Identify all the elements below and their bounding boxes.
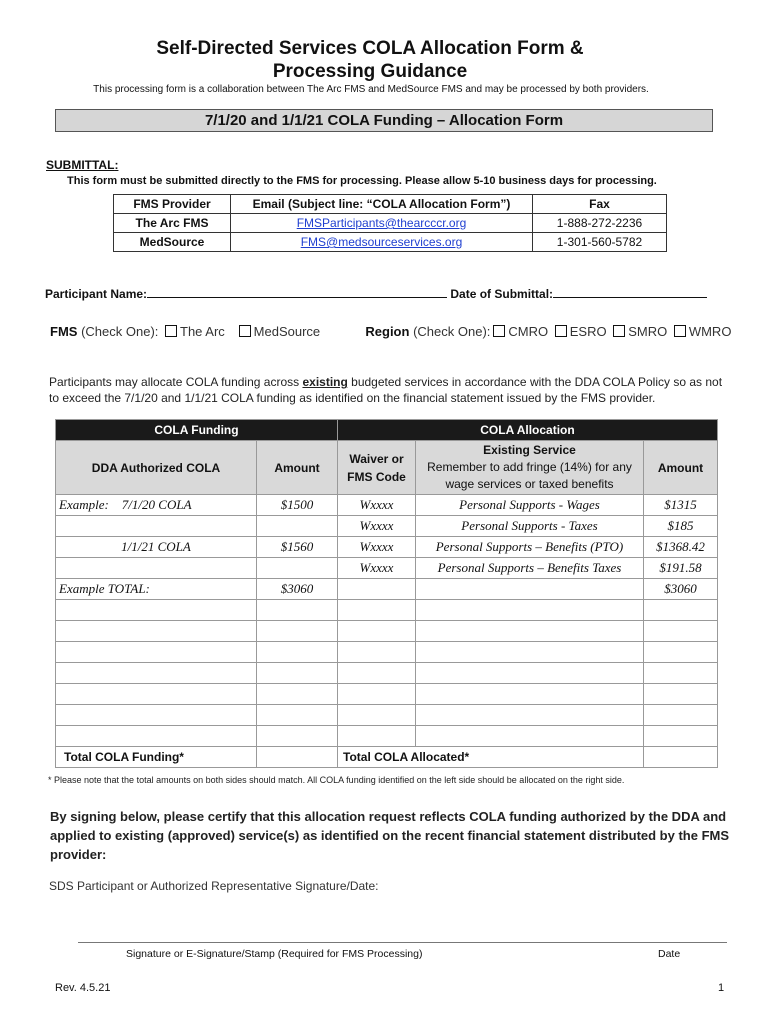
checkbox-wmro[interactable] xyxy=(674,325,686,337)
cola-funding-title: COLA Funding xyxy=(56,420,338,441)
policy-paragraph xyxy=(49,374,729,406)
total-cola-allocated-label: Total COLA Allocated* xyxy=(338,747,644,768)
entry-cell[interactable] xyxy=(416,621,644,642)
table-row xyxy=(56,621,718,642)
header-dda-authorized: DDA Authorized COLA xyxy=(56,441,257,495)
option-esro: ESRO xyxy=(569,324,607,339)
entry-cell[interactable] xyxy=(56,642,257,663)
example-service: Personal Supports – Benefits (PTO) xyxy=(416,537,644,558)
existing-service-title: Existing Service xyxy=(483,443,576,457)
header-amount: Amount xyxy=(257,441,338,495)
table-row xyxy=(56,642,718,663)
cola-allocation-title: COLA Allocation xyxy=(338,420,718,441)
date-label: Date xyxy=(658,948,681,960)
example-code: Wxxxx xyxy=(338,495,416,516)
entry-cell[interactable] xyxy=(338,621,416,642)
policy-text-before: Participants may allocate COLA funding across xyxy=(49,375,303,389)
entry-cell[interactable] xyxy=(644,621,718,642)
entry-cell[interactable] xyxy=(257,663,338,684)
email-link-arc[interactable]: FMSParticipants@thearcccr.org xyxy=(296,216,467,230)
entry-cell[interactable] xyxy=(416,684,644,705)
table-row xyxy=(114,214,667,233)
option-smro: SMRO xyxy=(628,324,668,339)
check-row xyxy=(50,324,731,339)
entry-cell[interactable] xyxy=(644,642,718,663)
example-dda xyxy=(56,516,257,537)
entry-cell[interactable] xyxy=(416,642,644,663)
certification-text: By signing below, please certify that this allocation request reflects COLA funding authorized by the DDA and applied to existing (approved) service(s) as identified on the recent financial statement distributed by the FMS provider: xyxy=(50,809,730,862)
table-title-row xyxy=(56,420,718,441)
example-amount-allocated: $1315 xyxy=(644,495,718,516)
example-amount: $1500 xyxy=(257,495,338,516)
total-cola-funding-label: Total COLA Funding* xyxy=(56,747,257,768)
fms-contact-table xyxy=(113,194,667,252)
entry-cell[interactable] xyxy=(416,663,644,684)
entry-cell[interactable] xyxy=(338,684,416,705)
checkbox-cmro[interactable] xyxy=(493,325,505,337)
page-title-line2: Processing Guidance xyxy=(272,61,468,82)
total-cola-allocated-field[interactable] xyxy=(644,747,718,768)
signature-line[interactable] xyxy=(78,942,727,943)
example-amount: $3060 xyxy=(257,579,338,600)
provider-fax: 1-888-272-2236 xyxy=(533,214,667,233)
provider-email-cell xyxy=(231,214,533,233)
participant-name-field[interactable] xyxy=(147,286,447,298)
revision-label: Rev. 4.5.21 xyxy=(55,982,111,994)
participant-row xyxy=(45,286,707,301)
table-row xyxy=(56,558,718,579)
option-cmro: CMRO xyxy=(508,324,549,339)
header-amount-allocated: Amount xyxy=(644,441,718,495)
header-fax: Fax xyxy=(533,195,667,214)
provider-fax: 1-301-560-5782 xyxy=(533,233,667,252)
total-row xyxy=(56,747,718,768)
example-code: Wxxxx xyxy=(338,558,416,579)
entry-cell[interactable] xyxy=(56,663,257,684)
entry-cell[interactable] xyxy=(338,705,416,726)
fms-check-hint: (Check One): xyxy=(81,324,159,339)
sds-signature-label: SDS Participant or Authorized Representative Signature/Date: xyxy=(49,879,379,893)
checkbox-esro[interactable] xyxy=(555,325,567,337)
table-header-row xyxy=(114,195,667,214)
example-amount-allocated: $3060 xyxy=(644,579,718,600)
entry-cell[interactable] xyxy=(257,600,338,621)
existing-service-note: Remember to add fringe (14%) for any wage services or taxed benefits xyxy=(427,460,632,491)
participant-name-label: Participant Name: xyxy=(45,287,148,301)
date-of-submittal-label: Date of Submittal: xyxy=(450,287,554,301)
page-number: 1 xyxy=(718,982,725,994)
entry-cell[interactable] xyxy=(257,705,338,726)
header-existing-service xyxy=(416,441,644,495)
entry-cell[interactable] xyxy=(644,600,718,621)
example-amount xyxy=(257,516,338,537)
policy-text-after: budgeted services in accordance with the DDA COLA Policy so as not to exceed the 7/1/20 and 1/1/21 COLA funding as identified on the financial statement issued by the FMS provider. xyxy=(49,375,723,405)
table-row xyxy=(114,233,667,252)
policy-text-emphasis: existing xyxy=(302,375,348,389)
page-title-line1: Self-Directed Services COLA Allocation Form & xyxy=(156,38,584,59)
example-amount-allocated: $1368.42 xyxy=(644,537,718,558)
example-dda: Example: 7/1/20 COLA xyxy=(56,495,257,516)
email-link-medsource[interactable]: FMS@medsourceservices.org xyxy=(300,235,463,249)
header-email: Email (Subject line: “COLA Allocation Form”) xyxy=(231,195,533,214)
example-amount-allocated: $191.58 xyxy=(644,558,718,579)
entry-cell[interactable] xyxy=(338,642,416,663)
entry-cell[interactable] xyxy=(416,726,644,747)
entry-cell[interactable] xyxy=(416,600,644,621)
entry-cell[interactable] xyxy=(644,705,718,726)
table-row xyxy=(56,495,718,516)
example-service: Personal Supports - Taxes xyxy=(416,516,644,537)
fms-label: FMS xyxy=(50,324,78,339)
entry-cell[interactable] xyxy=(338,600,416,621)
table-row xyxy=(56,684,718,705)
table-row xyxy=(56,726,718,747)
entry-cell[interactable] xyxy=(257,621,338,642)
example-dda: Example TOTAL: xyxy=(56,579,257,600)
entry-cell[interactable] xyxy=(644,663,718,684)
option-medsource: MedSource xyxy=(253,324,321,339)
example-dda: 1/1/21 COLA xyxy=(56,537,257,558)
entry-cell[interactable] xyxy=(644,726,718,747)
entry-cell[interactable] xyxy=(644,684,718,705)
example-amount: $1560 xyxy=(257,537,338,558)
submittal-instruction: This form must be submitted directly to the FMS for processing. Please allow 5-10 business days for processing. xyxy=(67,175,657,187)
example-code: Wxxxx xyxy=(338,516,416,537)
checkbox-the-arc[interactable] xyxy=(165,325,177,337)
entry-cell[interactable] xyxy=(257,684,338,705)
example-code: Wxxxx xyxy=(338,537,416,558)
example-dda xyxy=(56,558,257,579)
header-fms-provider: FMS Provider xyxy=(114,195,231,214)
header-waiver-code: Waiver or FMS Code xyxy=(338,441,416,495)
table-row xyxy=(56,600,718,621)
date-of-submittal-field[interactable] xyxy=(553,286,707,298)
example-amount xyxy=(257,558,338,579)
entry-cell[interactable] xyxy=(56,600,257,621)
checkbox-medsource[interactable] xyxy=(239,325,251,337)
table-row xyxy=(56,516,718,537)
entry-cell[interactable] xyxy=(257,642,338,663)
signature-line-label: Signature or E-Signature/Stamp (Required for FMS Processing) xyxy=(126,948,423,960)
example-service: Personal Supports – Benefits Taxes xyxy=(416,558,644,579)
entry-cell[interactable] xyxy=(56,684,257,705)
entry-cell[interactable] xyxy=(56,726,257,747)
submittal-heading: SUBMITTAL: xyxy=(46,158,119,172)
example-code xyxy=(338,579,416,600)
entry-cell[interactable] xyxy=(416,705,644,726)
entry-cell[interactable] xyxy=(338,663,416,684)
provider-name: MedSource xyxy=(114,233,231,252)
table-header-row xyxy=(56,441,718,495)
provider-name: The Arc FMS xyxy=(114,214,231,233)
entry-cell[interactable] xyxy=(338,726,416,747)
table-row xyxy=(56,579,718,600)
option-the-arc: The Arc xyxy=(180,324,225,339)
example-service xyxy=(416,579,644,600)
footnote: * Please note that the total amounts on both sides should match. All COLA funding identified on the left side should be allocated on the right side. xyxy=(48,775,625,785)
option-wmro: WMRO xyxy=(688,324,732,339)
example-amount-allocated: $185 xyxy=(644,516,718,537)
page-subtitle: This processing form is a collaboration between The Arc FMS and MedSource FMS and may be processed by both providers. xyxy=(93,84,649,95)
entry-cell[interactable] xyxy=(56,621,257,642)
provider-email-cell xyxy=(231,233,533,252)
table-row xyxy=(56,663,718,684)
entry-cell[interactable] xyxy=(56,705,257,726)
form-banner: 7/1/20 and 1/1/21 COLA Funding – Allocation Form xyxy=(55,109,713,132)
region-label: Region xyxy=(365,324,410,339)
region-check-hint: (Check One): xyxy=(413,324,491,339)
example-service: Personal Supports - Wages xyxy=(416,495,644,516)
total-cola-funding-field[interactable] xyxy=(257,747,338,768)
table-row xyxy=(56,537,718,558)
table-row xyxy=(56,705,718,726)
cola-allocation-table xyxy=(55,419,718,768)
checkbox-smro[interactable] xyxy=(613,325,625,337)
entry-cell[interactable] xyxy=(257,726,338,747)
